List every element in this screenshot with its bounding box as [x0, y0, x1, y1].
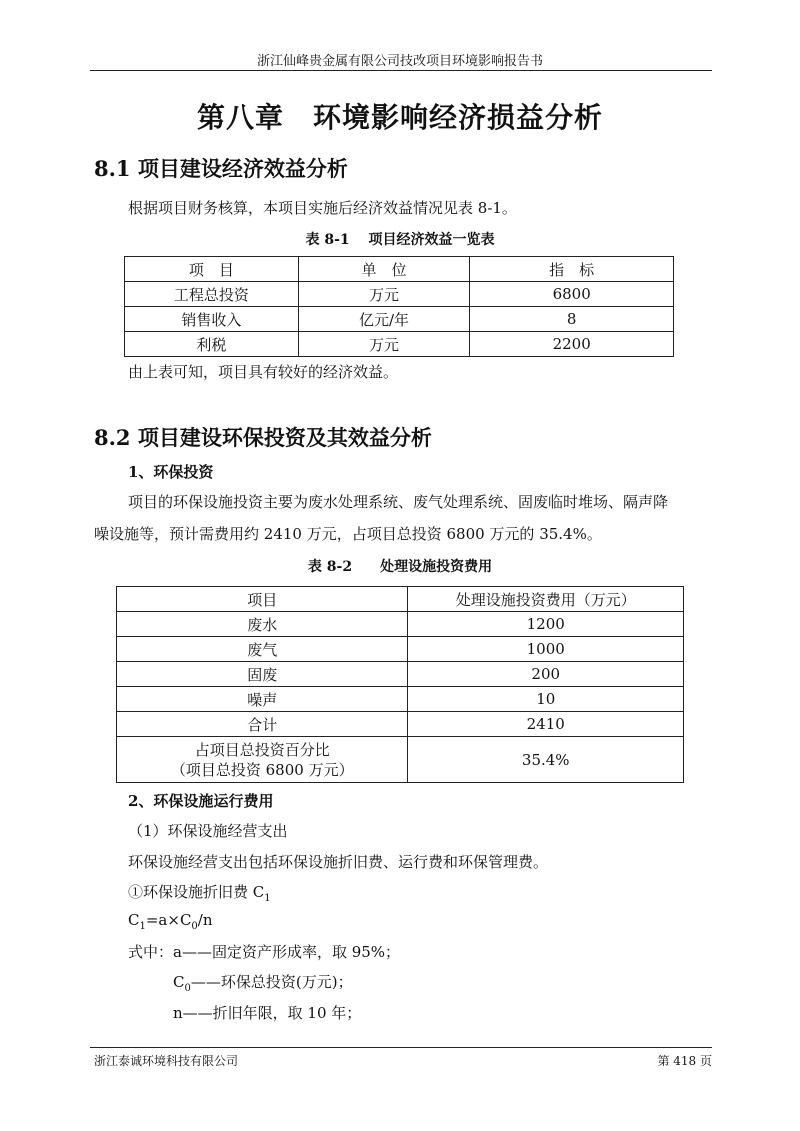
table-cell: 6800 [470, 282, 674, 307]
section-8-1-intro: 根据项目财务核算，本项目实施后经济效益情况见表 8-1。 [128, 199, 517, 217]
table-8-1 [124, 256, 674, 357]
formula-part: ——环保总投资(万元)； [190, 973, 353, 991]
table-cell: 废水 [117, 612, 408, 637]
table-cell: 1000 [408, 637, 684, 662]
page-number: 第 418 页 [657, 1054, 712, 1068]
table-row [125, 282, 674, 307]
table-8-2 [116, 586, 684, 783]
subscript: 0 [184, 983, 191, 994]
formula-part: /n [197, 911, 213, 929]
variable-definition: 式中：a——固定资产形成率，取 95%； [128, 943, 401, 961]
table-cell: 2200 [470, 332, 674, 357]
table-row [117, 687, 684, 712]
table-cell: 亿元/年 [298, 307, 470, 332]
table-cell: 35.4% [408, 737, 684, 783]
table-header-cell: 处理设施投资费用（万元） [408, 587, 684, 612]
subscript: 1 [264, 893, 271, 904]
table-row [117, 737, 684, 783]
list-item-operating-expense: （1）环保设施经营支出 [128, 822, 288, 840]
section-8-1-conclusion: 由上表可知，项目具有较好的经济效益。 [128, 363, 399, 381]
table-header-cell: 项 目 [125, 257, 299, 282]
table-cell-line: 占项目总投资百分比 [194, 740, 330, 759]
section-heading-8-1: 8.1 项目建设经济效益分析 [94, 156, 348, 181]
table-row [117, 612, 684, 637]
table-row [117, 662, 684, 687]
table-cell: 10 [408, 687, 684, 712]
section-heading-8-2: 8.2 项目建设环保投资及其效益分析 [94, 425, 432, 450]
table-cell: 8 [470, 307, 674, 332]
table-cell-line: （项目总投资 6800 万元） [170, 760, 354, 779]
header-rule [90, 70, 712, 71]
table-cell: 废气 [117, 637, 408, 662]
subscript: 0 [191, 921, 198, 932]
table-cell: 2410 [408, 712, 684, 737]
footer-rule [90, 1047, 712, 1048]
table-8-1-caption: 表 8-1 项目经济效益一览表 [305, 232, 495, 248]
variable-definition [173, 971, 353, 994]
table-row [117, 712, 684, 737]
table-header-cell: 单 位 [298, 257, 470, 282]
table-row [125, 307, 674, 332]
table-cell: 噪声 [117, 687, 408, 712]
table-row [125, 332, 674, 357]
depreciation-title [128, 881, 271, 904]
formula-part: C [128, 911, 140, 929]
subscript: 1 [139, 921, 146, 932]
chapter-title: 第八章 环境影响经济损益分析 [196, 101, 603, 134]
footer-company: 浙江泰诚环境科技有限公司 [94, 1054, 239, 1068]
table-8-2-caption: 表 8-2 处理设施投资费用 [307, 559, 493, 575]
table-cell: 销售收入 [125, 307, 299, 332]
table-cell: 工程总投资 [125, 282, 299, 307]
table-header-row [125, 257, 674, 282]
paragraph-line: 噪设施等，预计需费用约 2410 万元，占项目总投资 6800 万元的 35.4%。 [94, 525, 602, 543]
formula-part: =a×C [145, 911, 192, 929]
subheading-env-investment: 1、环保投资 [128, 463, 214, 481]
table-cell: 固废 [117, 662, 408, 687]
depreciation-title-text: ①环保设施折旧费 C [128, 883, 265, 901]
formula-part: C [173, 973, 185, 991]
table-header-cell: 指 标 [470, 257, 674, 282]
table-row [117, 637, 684, 662]
table-cell: 1200 [408, 612, 684, 637]
table-cell: 利税 [125, 332, 299, 357]
paragraph-line: 项目的环保设施投资主要为废水处理系统、废气处理系统、固废临时堆场、隔声降 [128, 493, 669, 511]
formula [128, 911, 213, 932]
table-cell: 万元 [298, 332, 470, 357]
variable-definition: n——折旧年限，取 10 年； [173, 1004, 362, 1022]
table-header-cell: 项目 [117, 587, 408, 612]
table-header-row [117, 587, 684, 612]
paragraph-line: 环保设施经营支出包括环保设施折旧费、运行费和环保管理费。 [128, 853, 549, 871]
report-header-title: 浙江仙峰贵金属有限公司技改项目环境影响报告书 [256, 54, 543, 69]
table-cell [117, 737, 408, 783]
table-cell: 200 [408, 662, 684, 687]
table-cell: 合计 [117, 712, 408, 737]
table-cell: 万元 [298, 282, 470, 307]
subheading-operating-cost: 2、环保设施运行费用 [128, 792, 274, 810]
